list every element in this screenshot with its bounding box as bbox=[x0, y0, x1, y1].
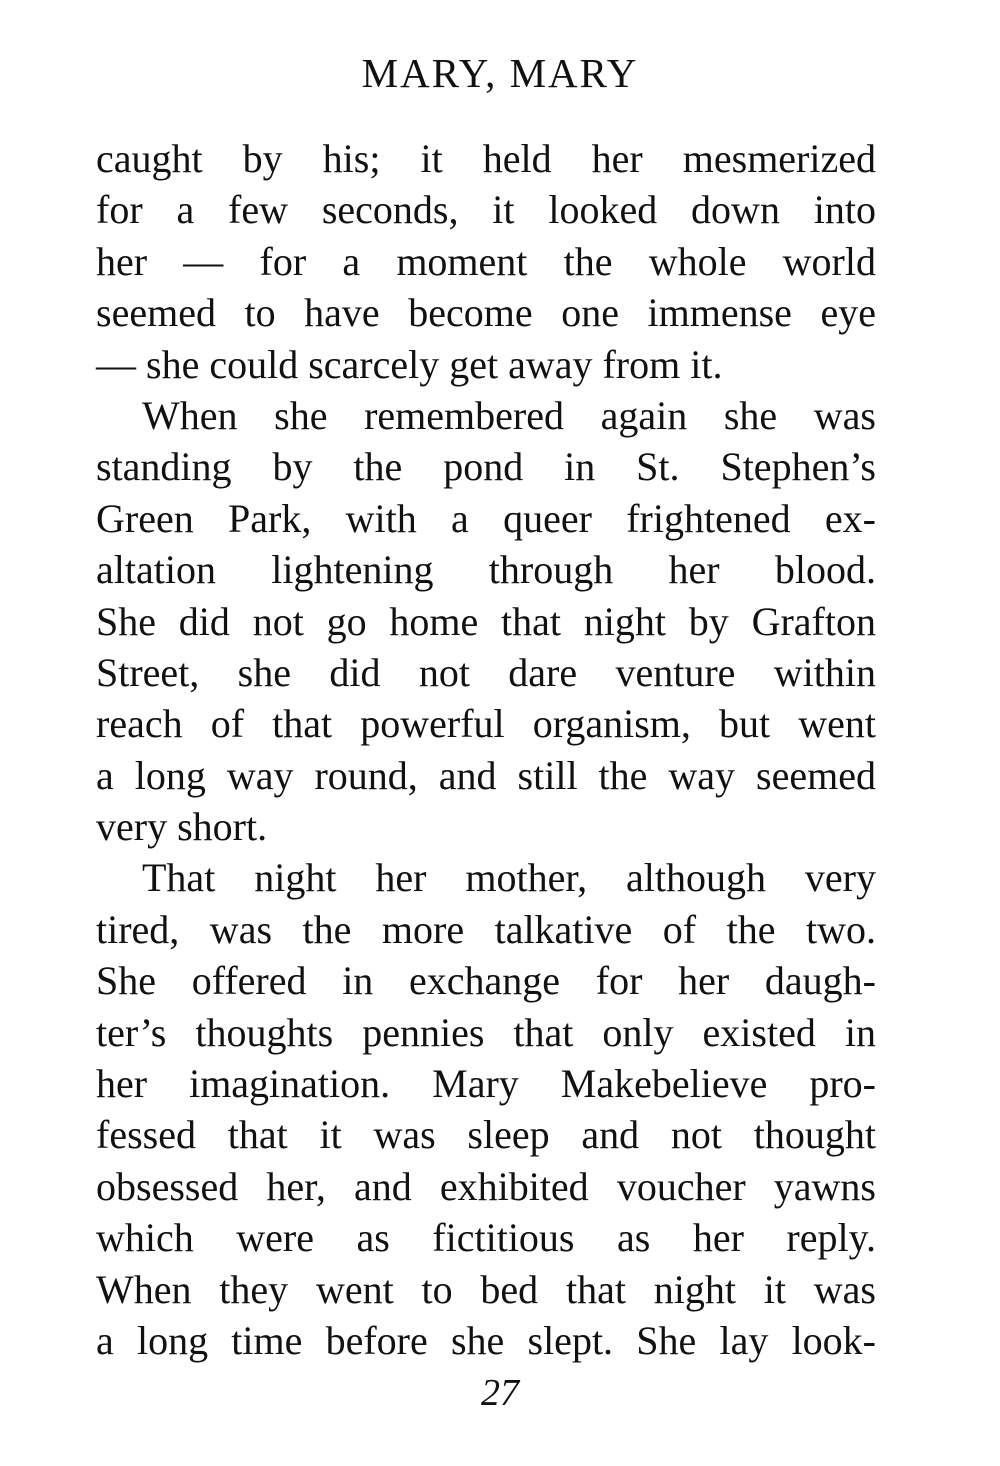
text-line: for a few seconds, it looked down into bbox=[96, 187, 876, 233]
paragraph-start-line: When she remembered again she was bbox=[142, 392, 876, 438]
text-line: obsessed her, and exhibited voucher yawns bbox=[96, 1163, 876, 1209]
text-line: She offered in exchange for her daugh- bbox=[96, 958, 876, 1004]
text-line: seemed to have become one immense eye bbox=[96, 290, 876, 336]
text-line: her — for a moment the whole world bbox=[96, 238, 876, 284]
body-text bbox=[96, 133, 876, 1366]
running-head: MARY, MARY bbox=[361, 50, 639, 96]
text-line: a long time before she slept. She lay look- bbox=[96, 1317, 876, 1363]
text-line: which were as fictitious as her reply. bbox=[96, 1215, 876, 1261]
text-line: a long way round, and still the way seemed bbox=[96, 752, 876, 798]
text-line: caught by his; it held her mesmerized bbox=[96, 136, 876, 181]
text-line: reach of that powerful organism, but went bbox=[96, 701, 876, 747]
page-number: 27 bbox=[481, 1372, 519, 1414]
text-line: — she could scarcely get away from it. bbox=[96, 341, 723, 387]
text-line: Street, she did not dare venture within bbox=[96, 649, 876, 695]
text-line: Green Park, with a queer frightened ex- bbox=[96, 495, 876, 541]
paragraph-start-line: That night her mother, although very bbox=[142, 855, 876, 901]
text-line: When they went to bed that night it was bbox=[96, 1266, 876, 1312]
text-line: altation lightening through her blood. bbox=[96, 547, 876, 593]
text-line: tired, was the more talkative of the two. bbox=[96, 906, 876, 952]
text-line: She did not go home that night by Grafton bbox=[96, 598, 876, 644]
text-line: fessed that it was sleep and not thought bbox=[96, 1112, 876, 1158]
text-line: very short. bbox=[96, 804, 268, 850]
text-line: ter’s thoughts pennies that only existed in bbox=[96, 1009, 876, 1055]
text-line: standing by the pond in St. Stephen’s bbox=[96, 444, 876, 490]
text-line: her imagination. Mary Makebelieve pro- bbox=[96, 1061, 876, 1107]
